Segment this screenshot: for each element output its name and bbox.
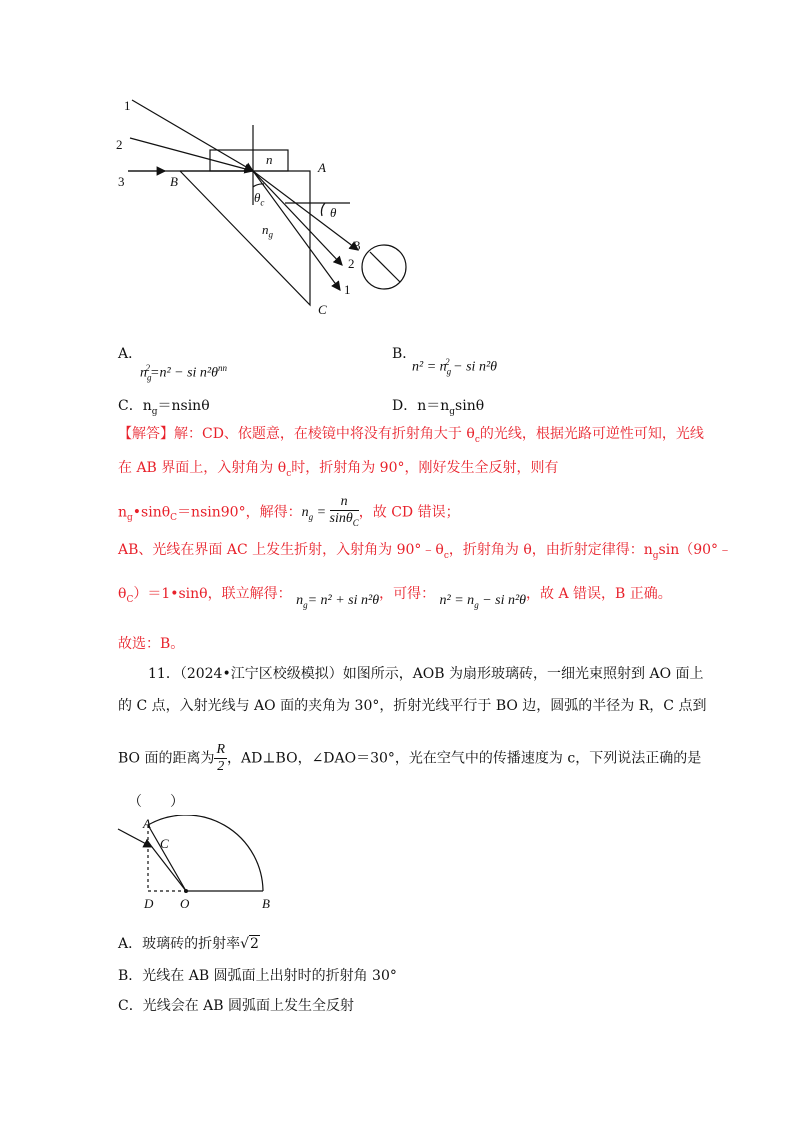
label-theta-c: $\theta_c$ <box>254 190 265 208</box>
option-c: C．$n_g=nsin\theta$ <box>118 398 210 417</box>
q11-option-a: A．玻璃砖的折射率√2 <box>118 936 259 952</box>
ray-2 <box>130 138 253 171</box>
observer-circle <box>362 245 406 289</box>
arc-AB <box>148 815 263 891</box>
answer-line-3: $n_g•\sin\theta_C=nsin90^\circ$，解得：$n_g$ = $\frac{n}{\sin\theta_C}$ ，故 CD 错误； <box>118 494 460 528</box>
answer-line-4: AB、光线在界面 AC 上发生折射，入射角为 $90^\circ﹣\theta_c$，折射角为 θ，由折射定律得：$n_g\sin(90^\circ﹣$ <box>118 542 733 561</box>
out-ray-2 <box>253 171 342 265</box>
label-n: n <box>266 152 273 167</box>
label-theta: θ <box>330 205 337 220</box>
q11-line-1: 11．（2024•江宁区校级模拟）如图所示，AOB 为扇形玻璃砖，一细光束照射到 AO 面上 <box>148 666 704 682</box>
answer-line-5: $\theta_C)=1•\sin\theta$，联立解得： $n_g= n^2$ + si n²θ，可得： $n^2 = n_g$ − si n²θ，故 A 错误，B 正确。 <box>118 586 672 610</box>
option-a-formula: $n_g^2=n^2$ − si $n^2\theta^{nn}$ <box>140 363 228 383</box>
edge-AO <box>148 825 186 891</box>
label-C: C <box>318 302 327 317</box>
option-a: A． <box>118 346 143 362</box>
label-out-3: 3 <box>354 238 361 253</box>
label-ray-2: 2 <box>116 137 123 152</box>
label-ray-1: 1 <box>124 98 131 113</box>
q11-line-3: BO 面的距离为 $\frac{R}{2}$ ，AD⊥BO，∠DAO＝30°，光在空气中的传播速度为 c，下列说法正确的是 <box>118 742 702 774</box>
label-out-2: 2 <box>348 256 355 271</box>
label-B: B <box>170 174 178 189</box>
answer-line-2: 在 AB 界面上，入射角为 $\theta_c$时，折射角为 90°，刚好发生全反射，则有 <box>118 460 559 479</box>
label-fig2-D: D <box>144 896 154 911</box>
sector-figure <box>110 815 280 905</box>
prism-figure <box>110 90 420 325</box>
answer-line-1: 【解答】解：CD、依题意，在棱镜中将没有折射角大于 $\theta_c$的光线，根据光路可逆性可知，光线 <box>118 426 704 445</box>
q11-option-c: C．光线会在 AB 圆弧面上发生全反射 <box>118 998 355 1014</box>
label-A: A <box>318 160 326 175</box>
label-ray-3: 3 <box>118 174 125 189</box>
answer-tag: 【解答】 <box>118 426 174 442</box>
label-fig2-A: A <box>143 816 151 831</box>
ray-1 <box>132 100 253 171</box>
option-d: D．$n=n_g\sin\theta$ <box>392 398 485 417</box>
label-ng: $n_g$ <box>262 222 273 240</box>
q11-option-b: B．光线在 AB 圆弧面上出射时的折射角 30° <box>118 968 397 984</box>
label-out-1: 1 <box>344 282 351 297</box>
label-fig2-B: B <box>262 896 270 911</box>
label-fig2-C: C <box>160 836 169 851</box>
prism-triangle <box>180 171 310 305</box>
q11-line-2: 的 C 点，入射光线与 AO 面的夹角为 30°，折射光线平行于 BO 边，圆弧的半径为 R，C 点到 <box>118 698 707 714</box>
option-b-formula: $n^2 = n_g^2$ − si n²θ <box>412 357 498 377</box>
answer-conclusion: 故选：B。 <box>118 636 185 652</box>
label-fig2-O: O <box>180 896 190 911</box>
q11-bracket: （ ） <box>128 794 184 810</box>
option-b: B． <box>392 346 417 362</box>
